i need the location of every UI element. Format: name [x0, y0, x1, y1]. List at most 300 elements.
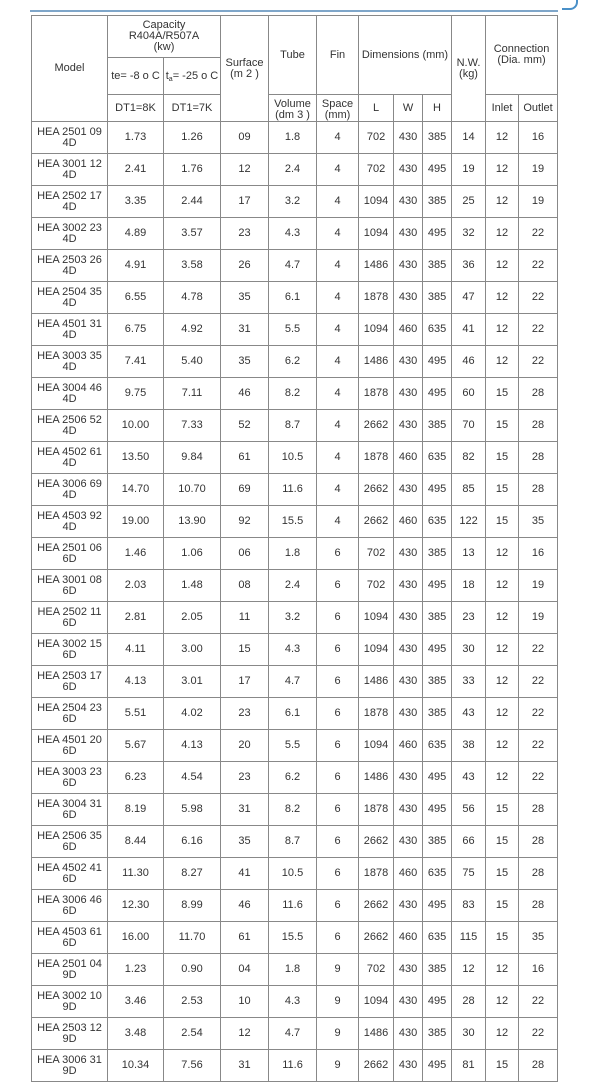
- cell-dim-l: 2662: [359, 1050, 394, 1082]
- cell-model: HEA 2501 04 9D: [32, 954, 108, 986]
- cell-dim-h: 495: [423, 474, 452, 506]
- table-row: [32, 826, 558, 858]
- cell-volume: 11.6: [269, 890, 317, 922]
- cell-inlet: 12: [486, 186, 519, 218]
- cell-dim-l: 1878: [359, 282, 394, 314]
- corner-decoration: [562, 0, 578, 10]
- cell-dim-h: 495: [423, 378, 452, 410]
- cell-dim-h: 385: [423, 250, 452, 282]
- cell-dim-w: 460: [394, 442, 423, 474]
- cell-model: HEA 3004 31 6D: [32, 794, 108, 826]
- cell-dim-w: 430: [394, 762, 423, 794]
- cell-model: HEA 3006 46 6D: [32, 890, 108, 922]
- cell-cap-te8: 4.11: [108, 634, 164, 666]
- header-tube: Tube: [269, 16, 317, 95]
- cell-volume: 8.7: [269, 826, 317, 858]
- table-row: [32, 858, 558, 890]
- cell-model: HEA 3002 23 4D: [32, 218, 108, 250]
- cell-outlet: 22: [519, 250, 558, 282]
- cell-model: HEA 3003 35 4D: [32, 346, 108, 378]
- cell-volume: 3.2: [269, 186, 317, 218]
- cell-model: HEA 3004 46 4D: [32, 378, 108, 410]
- capacity-unit: (kw): [153, 41, 175, 53]
- cell-cap-ta25: 3.57: [164, 218, 221, 250]
- cell-dim-h: 495: [423, 570, 452, 602]
- cell-dim-l: 1878: [359, 858, 394, 890]
- cell-fin-space: 6: [317, 890, 359, 922]
- table-row: [32, 378, 558, 410]
- cell-model: HEA 3003 23 6D: [32, 762, 108, 794]
- cell-dim-l: 1486: [359, 666, 394, 698]
- cell-cap-te8: 2.81: [108, 602, 164, 634]
- cell-cap-ta25: 13.90: [164, 506, 221, 538]
- table-row: [32, 634, 558, 666]
- cell-fin-space: 6: [317, 698, 359, 730]
- cell-dim-w: 430: [394, 474, 423, 506]
- cell-dim-h: 495: [423, 762, 452, 794]
- table-row: [32, 762, 558, 794]
- cell-dim-h: 495: [423, 794, 452, 826]
- cell-cap-te8: 1.46: [108, 538, 164, 570]
- header-dt1-8k: DT1=8K: [108, 95, 164, 122]
- cell-inlet: 12: [486, 314, 519, 346]
- cell-model: HEA 4503 92 4D: [32, 506, 108, 538]
- cell-inlet: 15: [486, 378, 519, 410]
- table-row: [32, 954, 558, 986]
- cell-dim-w: 430: [394, 410, 423, 442]
- cell-inlet: 12: [486, 282, 519, 314]
- cell-model: HEA 4503 61 6D: [32, 922, 108, 954]
- cell-outlet: 28: [519, 1050, 558, 1082]
- table-row: [32, 314, 558, 346]
- table-body: [32, 122, 558, 1082]
- cell-outlet: 28: [519, 794, 558, 826]
- table-row: [32, 250, 558, 282]
- cell-fin-space: 4: [317, 474, 359, 506]
- table-row: [32, 986, 558, 1018]
- cell-model: HEA 4501 31 4D: [32, 314, 108, 346]
- cell-cap-ta25: 0.90: [164, 954, 221, 986]
- cell-cap-ta25: 7.11: [164, 378, 221, 410]
- cell-surface: 41: [221, 858, 269, 890]
- table-row: [32, 506, 558, 538]
- cell-dim-w: 460: [394, 506, 423, 538]
- cell-cap-ta25: 3.01: [164, 666, 221, 698]
- cell-cap-ta25: 2.44: [164, 186, 221, 218]
- cell-dim-h: 635: [423, 506, 452, 538]
- cell-surface: 61: [221, 442, 269, 474]
- cell-nw: 41: [452, 314, 486, 346]
- cell-cap-te8: 1.23: [108, 954, 164, 986]
- cell-model: HEA 3001 08 6D: [32, 570, 108, 602]
- cell-dim-h: 385: [423, 186, 452, 218]
- cell-dim-l: 1486: [359, 1018, 394, 1050]
- cell-fin-space: 9: [317, 954, 359, 986]
- cell-dim-l: 702: [359, 538, 394, 570]
- cell-model: HEA 2502 11 6D: [32, 602, 108, 634]
- cell-dim-w: 460: [394, 730, 423, 762]
- cell-dim-l: 2662: [359, 922, 394, 954]
- header-w: W: [394, 95, 423, 122]
- cell-cap-ta25: 4.92: [164, 314, 221, 346]
- cell-fin-space: 9: [317, 986, 359, 1018]
- cell-cap-te8: 2.03: [108, 570, 164, 602]
- cell-cap-te8: 2.41: [108, 154, 164, 186]
- cell-cap-te8: 4.89: [108, 218, 164, 250]
- table-row: [32, 602, 558, 634]
- cell-nw: 14: [452, 122, 486, 154]
- cell-outlet: 22: [519, 282, 558, 314]
- cell-cap-te8: 14.70: [108, 474, 164, 506]
- header-model: Model: [32, 16, 108, 122]
- header-surface: Surface (m 2 ): [221, 16, 269, 122]
- cell-inlet: 15: [486, 442, 519, 474]
- cell-surface: 52: [221, 410, 269, 442]
- header-volume: Volume (dm 3 ): [269, 95, 317, 122]
- cell-dim-w: 430: [394, 698, 423, 730]
- cell-dim-l: 1094: [359, 986, 394, 1018]
- cell-fin-space: 9: [317, 1018, 359, 1050]
- cell-inlet: 12: [486, 250, 519, 282]
- cell-dim-l: 1094: [359, 730, 394, 762]
- cell-cap-ta25: 4.13: [164, 730, 221, 762]
- cell-inlet: 15: [486, 922, 519, 954]
- cell-dim-h: 385: [423, 410, 452, 442]
- cell-cap-ta25: 3.58: [164, 250, 221, 282]
- cell-dim-l: 2662: [359, 474, 394, 506]
- cell-cap-te8: 4.91: [108, 250, 164, 282]
- cell-cap-ta25: 4.02: [164, 698, 221, 730]
- cell-outlet: 28: [519, 410, 558, 442]
- cell-dim-h: 635: [423, 314, 452, 346]
- cell-cap-ta25: 11.70: [164, 922, 221, 954]
- cell-surface: 35: [221, 282, 269, 314]
- cell-cap-te8: 6.23: [108, 762, 164, 794]
- cell-outlet: 19: [519, 186, 558, 218]
- cell-dim-h: 385: [423, 122, 452, 154]
- cell-model: HEA 2501 06 6D: [32, 538, 108, 570]
- cell-nw: 83: [452, 890, 486, 922]
- cell-dim-h: 495: [423, 1050, 452, 1082]
- cell-surface: 69: [221, 474, 269, 506]
- cell-surface: 11: [221, 602, 269, 634]
- header-h: H: [423, 95, 452, 122]
- cell-volume: 1.8: [269, 122, 317, 154]
- cell-volume: 2.4: [269, 154, 317, 186]
- cell-inlet: 12: [486, 666, 519, 698]
- cell-dim-l: 1094: [359, 186, 394, 218]
- ta-rest: = -25 o C: [172, 69, 219, 82]
- cell-surface: 06: [221, 538, 269, 570]
- cell-dim-w: 430: [394, 282, 423, 314]
- header-l: L: [359, 95, 394, 122]
- cell-nw: 32: [452, 218, 486, 250]
- cell-surface: 17: [221, 186, 269, 218]
- top-divider-line: [30, 10, 558, 12]
- cell-outlet: 28: [519, 378, 558, 410]
- cell-inlet: 12: [486, 698, 519, 730]
- cell-cap-ta25: 4.54: [164, 762, 221, 794]
- cell-dim-l: 1878: [359, 442, 394, 474]
- cell-dim-h: 385: [423, 698, 452, 730]
- cell-nw: 43: [452, 698, 486, 730]
- table-row: [32, 154, 558, 186]
- cell-inlet: 15: [486, 858, 519, 890]
- cell-nw: 18: [452, 570, 486, 602]
- cell-dim-w: 430: [394, 890, 423, 922]
- cell-outlet: 22: [519, 730, 558, 762]
- cell-surface: 09: [221, 122, 269, 154]
- cell-dim-l: 702: [359, 954, 394, 986]
- cell-surface: 04: [221, 954, 269, 986]
- cell-dim-w: 430: [394, 250, 423, 282]
- cell-inlet: 12: [486, 986, 519, 1018]
- cell-cap-te8: 7.41: [108, 346, 164, 378]
- cell-dim-h: 495: [423, 634, 452, 666]
- cell-model: HEA 3006 69 4D: [32, 474, 108, 506]
- cell-model: HEA 2506 52 4D: [32, 410, 108, 442]
- cell-dim-l: 2662: [359, 410, 394, 442]
- cell-inlet: 15: [486, 1050, 519, 1082]
- cell-dim-w: 430: [394, 634, 423, 666]
- cell-dim-h: 635: [423, 442, 452, 474]
- cell-nw: 28: [452, 986, 486, 1018]
- cell-dim-l: 1486: [359, 346, 394, 378]
- cell-cap-te8: 8.44: [108, 826, 164, 858]
- cell-dim-w: 430: [394, 218, 423, 250]
- cell-volume: 15.5: [269, 922, 317, 954]
- cell-volume: 4.7: [269, 666, 317, 698]
- cell-dim-l: 1094: [359, 634, 394, 666]
- cell-fin-space: 6: [317, 602, 359, 634]
- cell-surface: 35: [221, 826, 269, 858]
- header-dimensions: Dimensions (mm): [359, 16, 452, 95]
- cell-surface: 08: [221, 570, 269, 602]
- cell-inlet: 15: [486, 474, 519, 506]
- ta-t: t: [165, 69, 169, 82]
- cell-dim-h: 635: [423, 858, 452, 890]
- cell-dim-w: 430: [394, 154, 423, 186]
- cell-surface: 26: [221, 250, 269, 282]
- cell-outlet: 22: [519, 218, 558, 250]
- cell-dim-w: 460: [394, 858, 423, 890]
- evaporator-spec-table: [31, 15, 558, 1082]
- cell-volume: 15.5: [269, 506, 317, 538]
- cell-inlet: 15: [486, 826, 519, 858]
- cell-cap-te8: 10.34: [108, 1050, 164, 1082]
- cell-volume: 5.5: [269, 314, 317, 346]
- cell-inlet: 12: [486, 570, 519, 602]
- cell-nw: 82: [452, 442, 486, 474]
- cell-fin-space: 4: [317, 314, 359, 346]
- cell-model: HEA 2502 17 4D: [32, 186, 108, 218]
- cell-fin-space: 6: [317, 762, 359, 794]
- cell-outlet: 16: [519, 954, 558, 986]
- cell-dim-l: 1878: [359, 698, 394, 730]
- cell-cap-ta25: 8.99: [164, 890, 221, 922]
- cell-nw: 13: [452, 538, 486, 570]
- cell-nw: 81: [452, 1050, 486, 1082]
- cell-outlet: 22: [519, 346, 558, 378]
- table-row: [32, 346, 558, 378]
- cell-inlet: 15: [486, 890, 519, 922]
- cell-cap-ta25: 1.26: [164, 122, 221, 154]
- cell-volume: 10.5: [269, 858, 317, 890]
- cell-volume: 10.5: [269, 442, 317, 474]
- cell-cap-ta25: 2.05: [164, 602, 221, 634]
- cell-fin-space: 4: [317, 250, 359, 282]
- cell-dim-w: 430: [394, 954, 423, 986]
- cell-cap-te8: 6.75: [108, 314, 164, 346]
- cell-dim-l: 1486: [359, 762, 394, 794]
- table-row: [32, 186, 558, 218]
- cell-nw: 122: [452, 506, 486, 538]
- cell-outlet: 19: [519, 154, 558, 186]
- cell-cap-te8: 4.13: [108, 666, 164, 698]
- cell-dim-h: 385: [423, 826, 452, 858]
- cell-fin-space: 4: [317, 506, 359, 538]
- cell-dim-w: 430: [394, 346, 423, 378]
- cell-cap-te8: 1.73: [108, 122, 164, 154]
- header-dt1-7k: DT1=7K: [164, 95, 221, 122]
- cell-nw: 30: [452, 634, 486, 666]
- cell-fin-space: 4: [317, 282, 359, 314]
- cell-surface: 23: [221, 762, 269, 794]
- cell-inlet: 12: [486, 154, 519, 186]
- cell-fin-space: 6: [317, 570, 359, 602]
- cell-surface: 23: [221, 218, 269, 250]
- table-row: [32, 698, 558, 730]
- cell-cap-te8: 13.50: [108, 442, 164, 474]
- cell-dim-h: 385: [423, 954, 452, 986]
- cell-dim-h: 495: [423, 218, 452, 250]
- cell-fin-space: 6: [317, 634, 359, 666]
- table-row: [32, 666, 558, 698]
- cell-nw: 25: [452, 186, 486, 218]
- cell-fin-space: 6: [317, 666, 359, 698]
- cell-inlet: 12: [486, 1018, 519, 1050]
- cell-model: HEA 2504 35 4D: [32, 282, 108, 314]
- cell-surface: 92: [221, 506, 269, 538]
- cell-volume: 4.7: [269, 250, 317, 282]
- cell-dim-h: 495: [423, 986, 452, 1018]
- cell-surface: 12: [221, 1018, 269, 1050]
- cell-model: HEA 2506 35 6D: [32, 826, 108, 858]
- cell-volume: 8.2: [269, 378, 317, 410]
- cell-nw: 60: [452, 378, 486, 410]
- cell-volume: 6.1: [269, 282, 317, 314]
- cell-outlet: 35: [519, 922, 558, 954]
- cell-nw: 23: [452, 602, 486, 634]
- cell-nw: 115: [452, 922, 486, 954]
- cell-cap-te8: 6.55: [108, 282, 164, 314]
- table-row: [32, 794, 558, 826]
- cell-cap-ta25: 5.40: [164, 346, 221, 378]
- cell-cap-ta25: 7.56: [164, 1050, 221, 1082]
- cell-surface: 15: [221, 634, 269, 666]
- cell-nw: 47: [452, 282, 486, 314]
- cell-outlet: 22: [519, 1018, 558, 1050]
- cell-cap-te8: 9.75: [108, 378, 164, 410]
- cell-cap-ta25: 4.78: [164, 282, 221, 314]
- cell-nw: 46: [452, 346, 486, 378]
- cell-outlet: 28: [519, 826, 558, 858]
- cell-volume: 11.6: [269, 474, 317, 506]
- cell-fin-space: 6: [317, 922, 359, 954]
- cell-surface: 35: [221, 346, 269, 378]
- cell-nw: 85: [452, 474, 486, 506]
- cell-fin-space: 4: [317, 442, 359, 474]
- cell-nw: 30: [452, 1018, 486, 1050]
- cell-dim-l: 702: [359, 570, 394, 602]
- cell-volume: 1.8: [269, 538, 317, 570]
- cell-cap-te8: 16.00: [108, 922, 164, 954]
- cell-dim-w: 430: [394, 666, 423, 698]
- cell-model: HEA 4501 20 6D: [32, 730, 108, 762]
- header-nw: N.W. (kg): [452, 16, 486, 122]
- cell-dim-w: 430: [394, 1050, 423, 1082]
- cell-model: HEA 3001 12 4D: [32, 154, 108, 186]
- cell-dim-l: 2662: [359, 506, 394, 538]
- cell-cap-ta25: 10.70: [164, 474, 221, 506]
- cell-dim-h: 635: [423, 730, 452, 762]
- table-row: [32, 538, 558, 570]
- cell-fin-space: 6: [317, 730, 359, 762]
- cell-cap-te8: 3.35: [108, 186, 164, 218]
- header-te-8: te= -8 o C: [108, 58, 164, 95]
- cell-dim-h: 385: [423, 602, 452, 634]
- cell-fin-space: 4: [317, 378, 359, 410]
- cell-dim-l: 1094: [359, 218, 394, 250]
- cell-volume: 8.7: [269, 410, 317, 442]
- cell-dim-w: 460: [394, 314, 423, 346]
- cell-model: HEA 4502 41 6D: [32, 858, 108, 890]
- cell-fin-space: 4: [317, 346, 359, 378]
- cell-surface: 23: [221, 698, 269, 730]
- cell-model: HEA 2504 23 6D: [32, 698, 108, 730]
- cell-dim-w: 430: [394, 186, 423, 218]
- cell-volume: 8.2: [269, 794, 317, 826]
- cell-cap-te8: 10.00: [108, 410, 164, 442]
- cell-cap-te8: 8.19: [108, 794, 164, 826]
- cell-surface: 31: [221, 794, 269, 826]
- cell-cap-te8: 5.67: [108, 730, 164, 762]
- header-connection: Connection (Dia. mm): [486, 16, 558, 95]
- cell-inlet: 12: [486, 218, 519, 250]
- cell-fin-space: 6: [317, 858, 359, 890]
- cell-dim-l: 1094: [359, 602, 394, 634]
- cell-inlet: 12: [486, 346, 519, 378]
- cell-outlet: 16: [519, 122, 558, 154]
- cell-volume: 11.6: [269, 1050, 317, 1082]
- cell-dim-w: 430: [394, 794, 423, 826]
- cell-inlet: 12: [486, 602, 519, 634]
- cell-fin-space: 4: [317, 154, 359, 186]
- cell-outlet: 19: [519, 570, 558, 602]
- cell-cap-te8: 19.00: [108, 506, 164, 538]
- table-row: [32, 890, 558, 922]
- cell-cap-ta25: 9.84: [164, 442, 221, 474]
- cell-surface: 20: [221, 730, 269, 762]
- cell-cap-ta25: 1.06: [164, 538, 221, 570]
- cell-outlet: 16: [519, 538, 558, 570]
- cell-dim-w: 430: [394, 986, 423, 1018]
- cell-inlet: 12: [486, 538, 519, 570]
- cell-dim-w: 430: [394, 1018, 423, 1050]
- header-row-1: [32, 16, 558, 58]
- cell-model: HEA 2503 26 4D: [32, 250, 108, 282]
- cell-inlet: 15: [486, 410, 519, 442]
